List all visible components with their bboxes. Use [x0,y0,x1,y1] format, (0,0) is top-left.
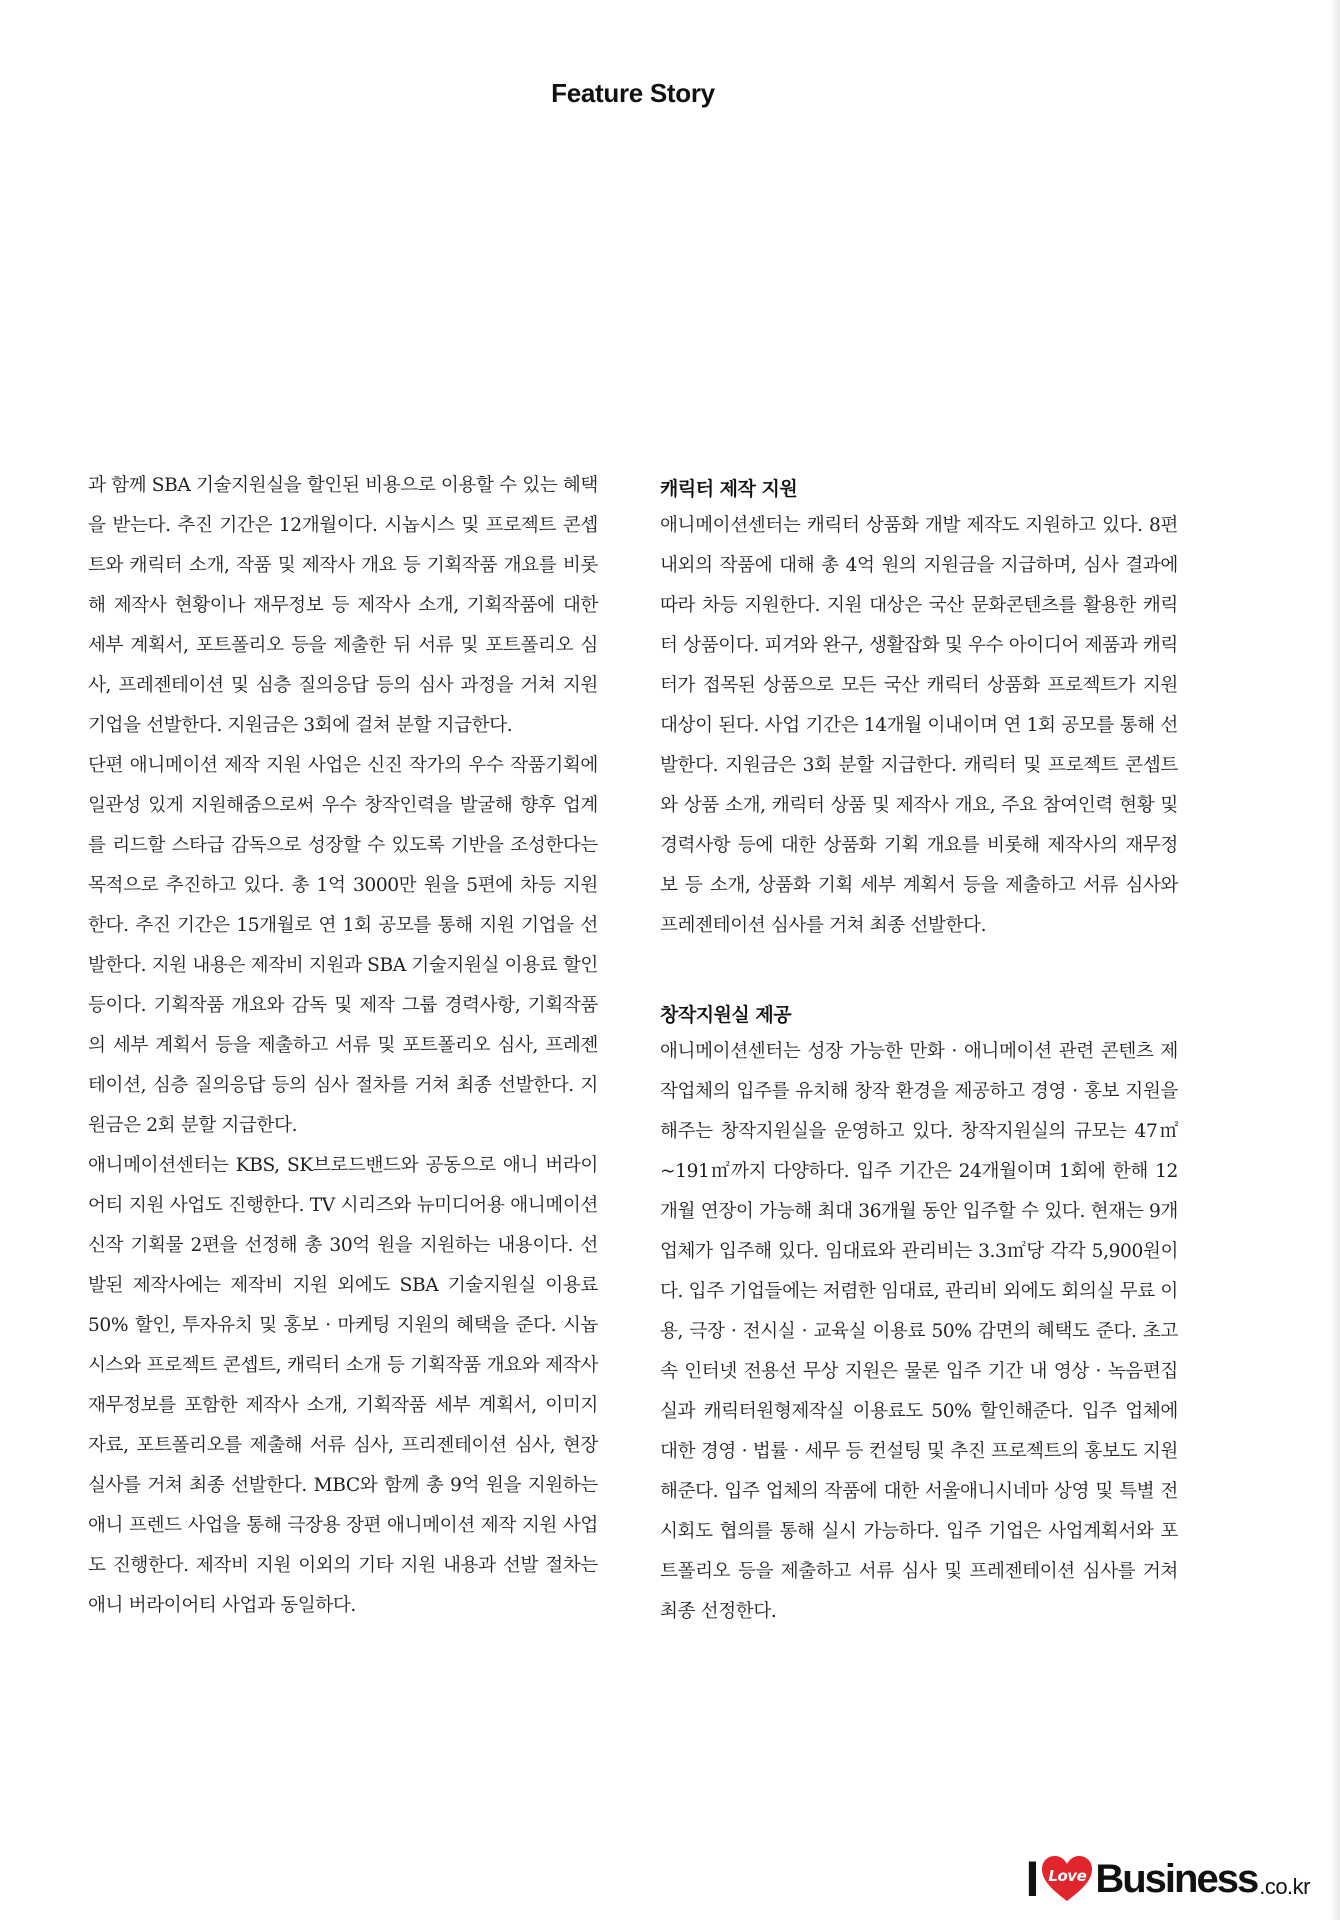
logo-domain-text: .co.kr [1259,1874,1310,1899]
section-heading-character-support: 캐릭터 제작 지원 [660,478,798,500]
logo-brand-text: Business [1095,1857,1258,1901]
page-edge-shadow [1330,0,1340,1920]
logo-heart-text: Love [1048,1867,1087,1885]
page-section-title: Feature Story [551,78,715,108]
left-text-column [88,466,598,1626]
body-paragraph: 단편 애니메이션 제작 지원 사업은 신진 작가의 우수 작품기획에 일관성 있게 지원해줌으로써 우수 창작인력을 발굴해 향후 업계를 리드할 스타급 감독으로 성장할 수 있도록 기반을 조성한다는 목적으로 추진하고 있다. 총 1억 3000만 원을 5편에 차등 지원한다. 추진 기간은 15개월로 연 1회 공모를 통해 지원 기업을 선발한다. 지원 내용은 제작비 지원과 SBA 기술지원실 이용료 할인 등이다. 기획작품 개요와 감독 및 제작 그룹 경력사항, 기획작품의 세부 계획서 등을 제출하고 서류 및 포트폴리오 심사, 프레젠테이션, 심층 질의응답 등의 심사 절차를 거쳐 최종 선발한다. 지원금은 2회 분할 지급한다. [88,755,598,1136]
section-heading-studio-space: 창작지원실 제공 [660,1004,792,1026]
body-paragraph: 애니메이션센터는 캐릭터 상품화 개발 제작도 지원하고 있다. 8편 내외의 작품에 대해 총 4억 원의 지원금을 지급하며, 심사 결과에 따라 차등 지원한다. 지원 대상은 국산 문화콘텐츠를 활용한 캐릭터 상품이다. 피겨와 완구, 생활잡화 및 우수 아이디어 제품과 캐릭터가 접목된 상품으로 모든 국산 캐릭터 상품화 프로젝트가 지원 대상이 된다. 사업 기간은 14개월 이내이며 연 1회 공모를 통해 선발한다. 지원금은 3회 분할 지급한다. 캐릭터 및 프로젝트 콘셉트와 상품 소개, 캐릭터 상품 및 제작사 개요, 주요 참여인력 현황 및 경력사항 등에 대한 상품화 기획 개요를 비롯해 제작사의 재무정보 등 소개, 상품화 기획 세부 계획서 등을 제출하고 서류 심사와 프레젠테이션 심사를 거쳐 최종 선발한다. [660,515,1178,936]
body-paragraph: 애니메이션센터는 성장 가능한 만화 · 애니메이션 관련 콘텐츠 제작업체의 입주를 유치해 창작 환경을 제공하고 경영 · 홍보 지원을 해주는 창작지원실을 운영하고 있다. 창작지원실의 규모는 47㎡~191㎡까지 다양하다. 입주 기간은 24개월이며 1회에 한해 12개월 연장이 가능해 최대 36개월 동안 입주할 수 있다. 현재는 9개 업체가 입주해 있다. 임대료와 관리비는 3.3㎡당 각각 5,900원이다. 입주 기업들에는 저렴한 임대료, 관리비 외에도 회의실 무료 이용, 극장 · 전시실 · 교육실 이용료 50% 감면의 혜택도 준다. 초고속 인터넷 전용선 무상 지원은 물론 입주 기간 내 영상 · 녹음편집실과 캐릭터원형제작실 이용료도 50% 할인해준다. 입주 업체에 대한 경영 · 법률 · 세무 등 컨설팅 및 추진 프로젝트의 홍보도 지원해준다. 입주 업체의 작품에 대한 서울애니시네마 상영 및 특별 전시회도 협의를 통해 실시 가능하다. 입주 기업은 사업계획서와 포트폴리오 등을 제출하고 서류 심사 및 프레젠테이션 심사를 거쳐 최종 선정한다. [660,1041,1178,1622]
ilovebusiness-logo [1025,1851,1310,1907]
body-paragraph: 과 함께 SBA 기술지원실을 할인된 비용으로 이용할 수 있는 혜택을 받는다. 추진 기간은 12개월이다. 시놉시스 및 프로젝트 콘셉트와 캐릭터 소개, 작품 및 제작사 개요 등 기획작품 개요를 비롯해 제작사 현황이나 재무정보 등 제작사 소개, 기획작품에 대한 세부 계획서, 포트폴리오 등을 제출한 뒤 서류 및 포트폴리오 심사, 프레젠테이션 및 심층 질의응답 등의 심사 과정을 거쳐 지원 기업을 선발한다. 지원금은 3회에 걸쳐 분할 지급한다. [88,475,598,736]
logo-letter-i: I [1025,1851,1040,1907]
heart-icon [1041,1855,1093,1903]
section-spacer [660,946,1178,998]
body-paragraph: 애니메이션센터는 KBS, SK브로드밴드와 공동으로 애니 버라이어티 지원 사업도 진행한다. TV 시리즈와 뉴미디어용 애니메이션 신작 기획물 2편을 선정해 총 30억 원을 지원하는 내용이다. 선발된 제작사에는 제작비 지원 외에도 SBA 기술지원실 이용료 50% 할인, 투자유치 및 홍보 · 마케팅 지원의 혜택을 준다. 시놉시스와 프로젝트 콘셉트, 캐릭터 소개 등 기획작품 개요와 제작사 재무정보를 포함한 제작사 소개, 기획작품 세부 계획서, 이미지 자료, 포트폴리오를 제출해 서류 심사, 프리젠테이션 심사, 현장실사를 거쳐 최종 선발한다. MBC와 함께 총 9억 원을 지원하는 애니 프렌드 사업을 통해 극장용 장편 애니메이션 제작 지원 사업도 진행한다. 제작비 지원 이외의 기타 지원 내용과 선발 절차는 애니 버라이어티 사업과 동일하다. [88,1155,598,1616]
right-text-column [660,472,1178,1632]
